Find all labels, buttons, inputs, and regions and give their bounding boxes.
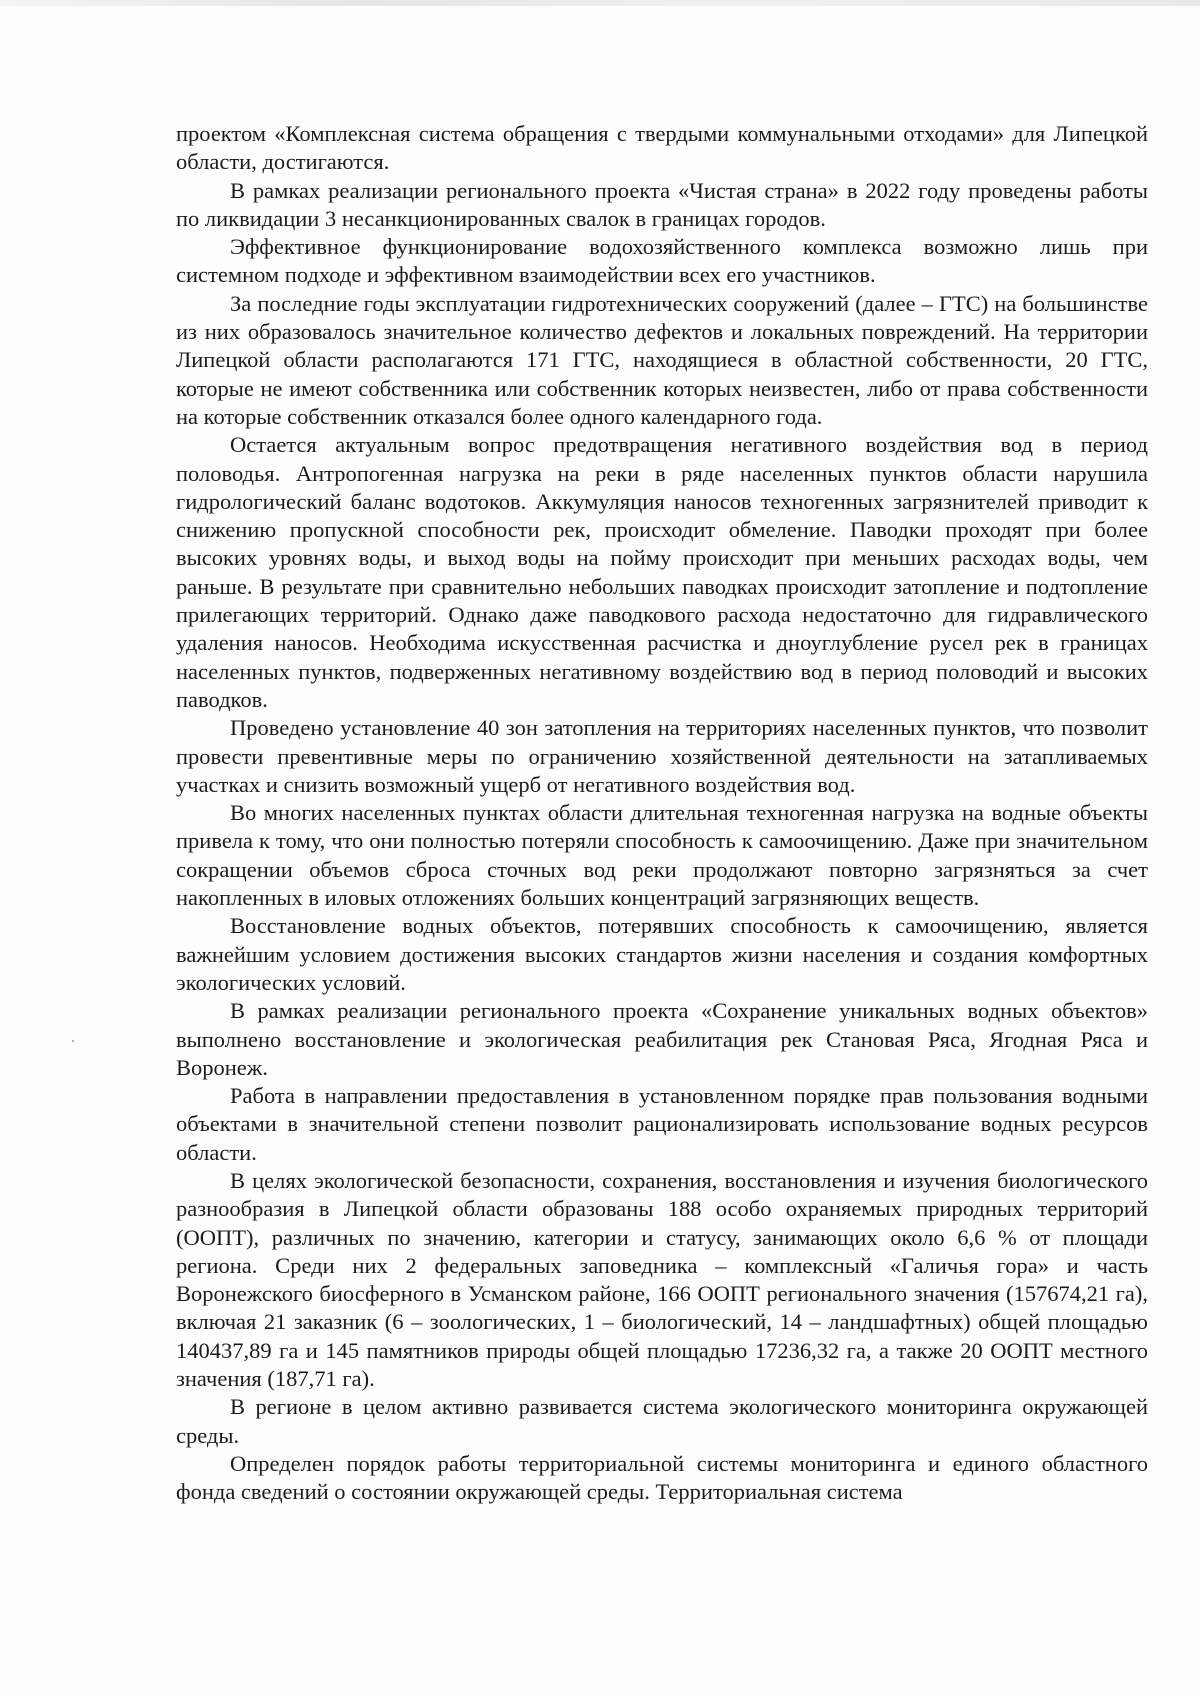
scan-edge-strip	[0, 0, 1200, 6]
paragraph-5: Остается актуальным вопрос предотвращения негативного воздействия вод в период половодья. Антропогенная нагрузка на реки в ряде населенных пунктов области нарушила гидрологический баланс водотоков. Аккумуляция наносов техногенных загрязнителей приводит к снижению пропускной способности рек, происходит обмеление. Паводки проходят при более высоких уровнях воды, и выход воды на пойму происходит при меньших расходах воды, чем раньше. В результате при сравнительно небольших паводках происходит затопление и подтопление прилегающих территорий. Однако даже паводкового расхода недостаточно для гидравлического удаления наносов. Необходима искусственная расчистка и дноуглубление русел рек в границах населенных пунктов, подверженных негативному воздействию вод в период половодий и высоких паводков.	[176, 432, 1148, 712]
paragraph-4: За последние годы эксплуатации гидротехнических сооружений (далее – ГТС) на большинстве из них образовалось значительное количество дефектов и локальных повреждений. На территории Липецкой области располагаются 171 ГТС, находящиеся в областной собственности, 20 ГТС, которые не имеют собственника или собственник которых неизвестен, либо от права собственности на которые собственник отказался более одного календарного года.	[176, 290, 1148, 429]
paragraph-6: Проведено установление 40 зон затопления на территориях населенных пунктов, что позволит провести превентивные меры по ограничению хозяйственной деятельности на затапливаемых участках и снизить возможный ущерб от негативного воздействия вод.	[176, 715, 1148, 797]
paragraph-8: Восстановление водных объектов, потерявших способность к самоочищению, является важнейшим условием достижения высоких стандартов жизни населения и создания комфортных экологических условий.	[176, 913, 1148, 995]
paragraph-13: Определен порядок работы территориальной системы мониторинга и единого областного фонда сведений о состоянии окружающей среды. Территориальная система	[176, 1450, 1148, 1505]
scan-speck	[72, 1040, 74, 1042]
paragraph-1: проектом «Комплексная система обращения с твердыми коммунальными отходами» для Липецкой области, достигаются.	[176, 121, 1148, 175]
document-body	[176, 120, 1148, 1507]
paragraph-10: Работа в направлении предоставления в установленном порядке прав пользования водными объектами в значительной степени позволит рационализировать использование водных ресурсов области.	[176, 1083, 1148, 1165]
paragraph-11: В целях экологической безопасности, сохранения, восстановления и изучения биологического разнообразия в Липецкой области образованы 188 особо охраняемых природных территорий (ООПТ), различных по значению, категории и статусу, занимающих около 6,6 % от площади региона. Среди них 2 федеральных заповедника – комплексный «Галичья гора» и часть Воронежского биосферного в Усманском районе, 166 ООПТ регионального значения (157674,21 га), включая 21 заказник (6 – зоологических, 1 – биологический, 14 – ландшафтных) общей площадью 140437,89 га и 145 памятников природы общей площадью 17236,32 га, а также 20 ООПТ местного значения (187,71 га).	[176, 1167, 1148, 1392]
paragraph-2: В рамках реализации регионального проекта «Чистая страна» в 2022 году проведены работы по ликвидации 3 несанкционированных свалок в границах городов.	[176, 177, 1148, 231]
paragraph-7: Во многих населенных пунктах области длительная техногенная нагрузка на водные объекты привела к тому, что они полностью потеряли способность к самоочищению. Даже при значительном сокращении объемов сброса сточных вод реки продолжают повторно загрязняться за счет накопленных в иловых отложениях больших концентраций загрязняющих веществ.	[176, 800, 1148, 911]
paragraph-12: В регионе в целом активно развивается система экологического мониторинга окружающей среды.	[176, 1394, 1148, 1448]
paragraph-9: В рамках реализации регионального проекта «Сохранение уникальных водных объектов» выполнено восстановление и экологическая реабилитация рек Становая Ряса, Ягодная Ряса и Воронеж.	[176, 998, 1148, 1080]
paragraph-3: Эффективное функционирование водохозяйственного комплекса возможно лишь при системном подходе и эффективном взаимодействии всех его участников.	[176, 234, 1148, 288]
